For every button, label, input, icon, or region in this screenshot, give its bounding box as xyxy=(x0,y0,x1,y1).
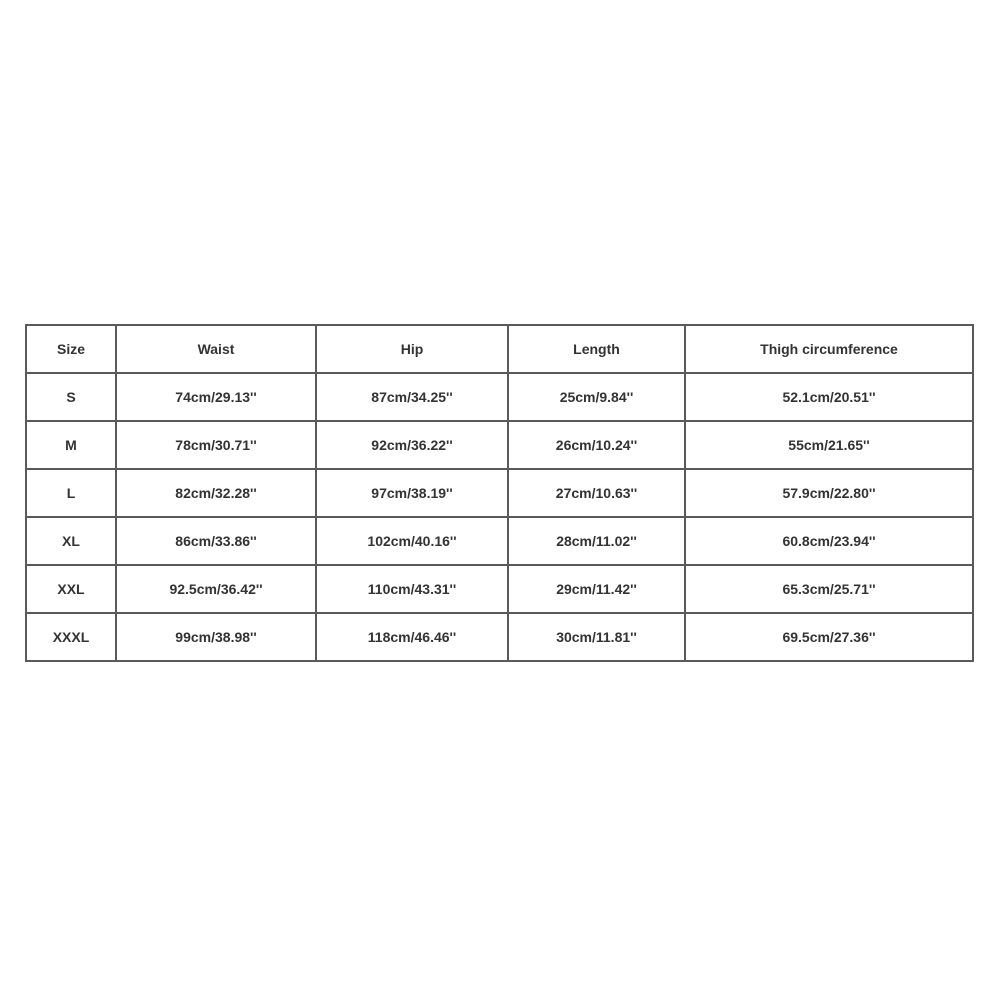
cell-waist: 92.5cm/36.42'' xyxy=(116,565,316,613)
cell-hip: 97cm/38.19'' xyxy=(316,469,508,517)
cell-hip: 102cm/40.16'' xyxy=(316,517,508,565)
cell-waist: 86cm/33.86'' xyxy=(116,517,316,565)
cell-size: S xyxy=(26,373,116,421)
table-row xyxy=(26,565,973,613)
cell-size: M xyxy=(26,421,116,469)
cell-length: 29cm/11.42'' xyxy=(508,565,685,613)
cell-size: XL xyxy=(26,517,116,565)
cell-waist: 82cm/32.28'' xyxy=(116,469,316,517)
table-row xyxy=(26,421,973,469)
cell-length: 26cm/10.24'' xyxy=(508,421,685,469)
cell-waist: 74cm/29.13'' xyxy=(116,373,316,421)
table-header-row xyxy=(26,325,973,373)
cell-length: 30cm/11.81'' xyxy=(508,613,685,661)
cell-hip: 87cm/34.25'' xyxy=(316,373,508,421)
cell-hip: 118cm/46.46'' xyxy=(316,613,508,661)
cell-waist: 78cm/30.71'' xyxy=(116,421,316,469)
cell-size: XXL xyxy=(26,565,116,613)
cell-length: 25cm/9.84'' xyxy=(508,373,685,421)
cell-thigh-circumference: 69.5cm/27.36'' xyxy=(685,613,973,661)
cell-thigh-circumference: 55cm/21.65'' xyxy=(685,421,973,469)
cell-length: 27cm/10.63'' xyxy=(508,469,685,517)
header-size: Size xyxy=(26,325,116,373)
header-length: Length xyxy=(508,325,685,373)
cell-hip: 92cm/36.22'' xyxy=(316,421,508,469)
cell-waist: 99cm/38.98'' xyxy=(116,613,316,661)
cell-size: L xyxy=(26,469,116,517)
header-thigh-circumference: Thigh circumference xyxy=(685,325,973,373)
table-row xyxy=(26,469,973,517)
cell-thigh-circumference: 65.3cm/25.71'' xyxy=(685,565,973,613)
header-hip: Hip xyxy=(316,325,508,373)
cell-thigh-circumference: 57.9cm/22.80'' xyxy=(685,469,973,517)
table-row xyxy=(26,613,973,661)
cell-size: XXXL xyxy=(26,613,116,661)
table-row xyxy=(26,517,973,565)
table-row xyxy=(26,373,973,421)
cell-hip: 110cm/43.31'' xyxy=(316,565,508,613)
header-waist: Waist xyxy=(116,325,316,373)
size-chart-table xyxy=(25,324,974,662)
cell-length: 28cm/11.02'' xyxy=(508,517,685,565)
cell-thigh-circumference: 60.8cm/23.94'' xyxy=(685,517,973,565)
cell-thigh-circumference: 52.1cm/20.51'' xyxy=(685,373,973,421)
